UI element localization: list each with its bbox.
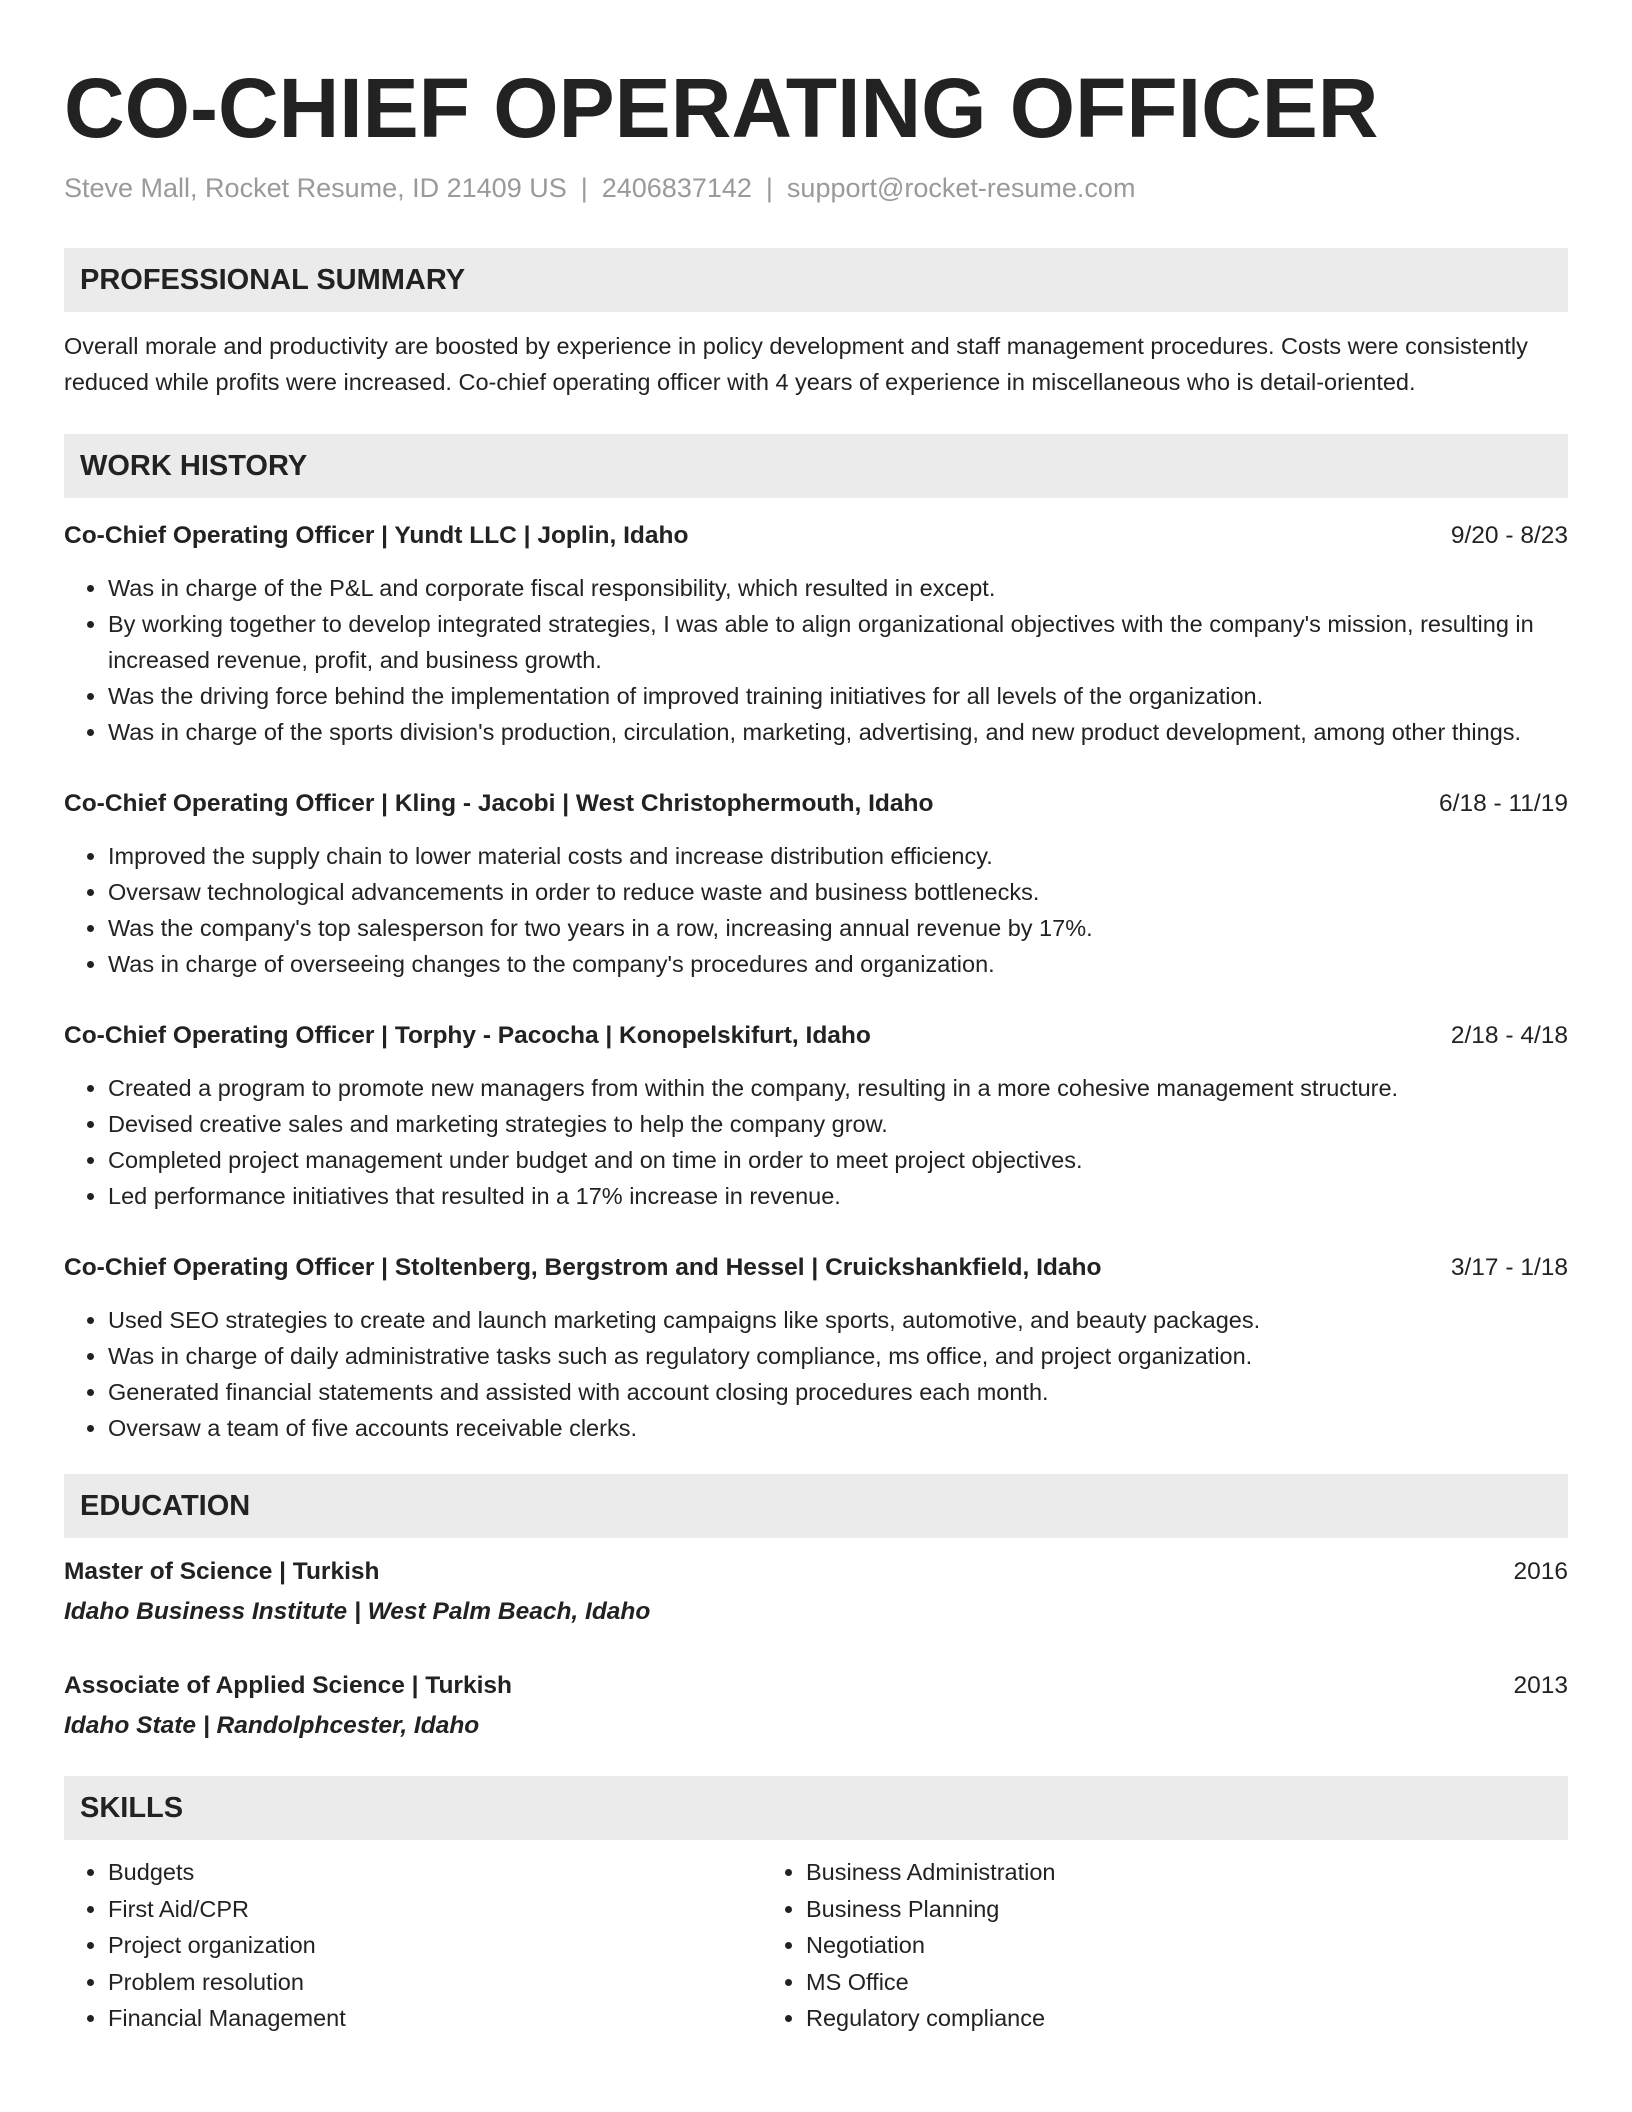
job-bullet: • Oversaw a team of five accounts receivable clerks.: [108, 1410, 1568, 1446]
job-entry: [64, 520, 1568, 750]
job-title: Co-Chief Operating Officer | Torphy - Pacocha | Konopelskifurt, Idaho: [64, 1022, 871, 1049]
skill-item: • Regulatory compliance: [806, 2000, 1522, 2037]
job-bullet: • Improved the supply chain to lower material costs and increase distribution efficiency.: [108, 838, 1568, 874]
skill-item: • First Aid/CPR: [108, 1891, 762, 1928]
job-header: [64, 788, 1568, 820]
section-heading-work-history: WORK HISTORY: [64, 434, 1568, 498]
job-header: [64, 1020, 1568, 1052]
job-dates: 3/17 - 1/18: [1450, 1254, 1568, 1281]
job-bullet: • Was in charge of the P&L and corporate fiscal responsibility, which resulted in except.: [108, 570, 1568, 606]
job-bullet: • Devised creative sales and marketing strategies to help the company grow.: [108, 1106, 1568, 1142]
job-dates: 9/20 - 8/23: [1450, 522, 1568, 549]
skill-item: • Business Planning: [806, 1891, 1522, 1928]
contact-address: Steve Mall, Rocket Resume, ID 21409 US: [64, 173, 567, 203]
job-title: Co-Chief Operating Officer | Yundt LLC | Joplin, Idaho: [64, 522, 689, 549]
section-heading-education: EDUCATION: [64, 1474, 1568, 1538]
skills-column-left: [64, 1854, 762, 2037]
contact-line: [64, 170, 1568, 206]
job-header: [64, 520, 1568, 552]
education-year: 2013: [1513, 1672, 1568, 1699]
job-header: [64, 1252, 1568, 1284]
skill-item: • Project organization: [108, 1927, 762, 1964]
education-degree: Master of Science | Turkish: [64, 1558, 380, 1585]
job-dates: 2/18 - 4/18: [1450, 1022, 1568, 1049]
job-title: Co-Chief Operating Officer | Stoltenberg, Bergstrom and Hessel | Cruickshankfield, Idaho: [64, 1254, 1102, 1281]
resume-title: CO-CHIEF OPERATING OFFICER: [64, 61, 1379, 155]
job-bullets: [64, 1302, 1568, 1446]
job-bullet: • Completed project management under budget and on time in order to meet project objectives.: [108, 1142, 1568, 1178]
education-school: Idaho State | Randolphcester, Idaho: [64, 1712, 480, 1739]
job-bullet: • Was in charge of the sports division's production, circulation, marketing, advertising, and new product development, among other things.: [108, 714, 1568, 750]
contact-email: support@rocket-resume.com: [786, 173, 1136, 203]
education-entry: [64, 1670, 1568, 1742]
job-bullet: • Generated financial statements and assisted with account closing procedures each month.: [108, 1374, 1568, 1410]
skill-item: • Budgets: [108, 1854, 762, 1891]
section-heading-summary: PROFESSIONAL SUMMARY: [64, 248, 1568, 312]
job-bullet: • Was the company's top salesperson for two years in a row, increasing annual revenue by 17%.: [108, 910, 1568, 946]
contact-phone: 2406837142: [601, 173, 752, 203]
skill-item: • MS Office: [806, 1964, 1522, 2001]
education-header: [64, 1670, 1568, 1702]
contact-separator: |: [580, 173, 588, 203]
job-bullet: • Was in charge of daily administrative tasks such as regulatory compliance, ms office, and project organization.: [108, 1338, 1568, 1374]
skill-item: • Problem resolution: [108, 1964, 762, 2001]
education-year: 2016: [1513, 1558, 1568, 1585]
job-bullet: • Was the driving force behind the implementation of improved training initiatives for all levels of the organization.: [108, 678, 1568, 714]
skill-item: • Negotiation: [806, 1927, 1522, 1964]
section-heading-skills: SKILLS: [64, 1776, 1568, 1840]
skill-item: • Financial Management: [108, 2000, 762, 2037]
job-dates: 6/18 - 11/19: [1439, 790, 1568, 817]
job-bullet: • Led performance initiatives that resulted in a 17% increase in revenue.: [108, 1178, 1568, 1214]
summary-text: Overall morale and productivity are boosted by experience in policy development and staff management procedures. Costs were consistently reduced while profits were increased. Co-chief operating officer with 4 years of experience in miscellaneous who is detail-oriented.: [64, 333, 1528, 395]
contact-separator: |: [765, 173, 773, 203]
job-entry: [64, 1252, 1568, 1446]
skills-column-right: [762, 1854, 1522, 2037]
education-header: [64, 1556, 1568, 1588]
job-title: Co-Chief Operating Officer | Kling - Jacobi | West Christophermouth, Idaho: [64, 790, 934, 817]
education-degree: Associate of Applied Science | Turkish: [64, 1672, 512, 1699]
education-school: Idaho Business Institute | West Palm Beach, Idaho: [64, 1598, 651, 1625]
job-bullet: • Was in charge of overseeing changes to the company's procedures and organization.: [108, 946, 1568, 982]
job-bullet: • Used SEO strategies to create and launch marketing campaigns like sports, automotive, and beauty packages.: [108, 1302, 1568, 1338]
skill-item: • Business Administration: [806, 1854, 1522, 1891]
education-entry: [64, 1556, 1568, 1628]
resume-page: [64, 0, 1568, 2037]
job-bullet: • Created a program to promote new managers from within the company, resulting in a more cohesive management structure.: [108, 1070, 1568, 1106]
job-bullet: • By working together to develop integrated strategies, I was able to align organizational objectives with the company's mission, resulting in increased revenue, profit, and business growth.: [108, 606, 1568, 678]
job-entry: [64, 1020, 1568, 1214]
job-bullets: [64, 1070, 1568, 1214]
job-bullets: [64, 570, 1568, 750]
job-bullet: • Oversaw technological advancements in order to reduce waste and business bottlenecks.: [108, 874, 1568, 910]
job-entry: [64, 788, 1568, 982]
skills-list: [64, 1854, 1568, 2037]
job-bullets: [64, 838, 1568, 982]
